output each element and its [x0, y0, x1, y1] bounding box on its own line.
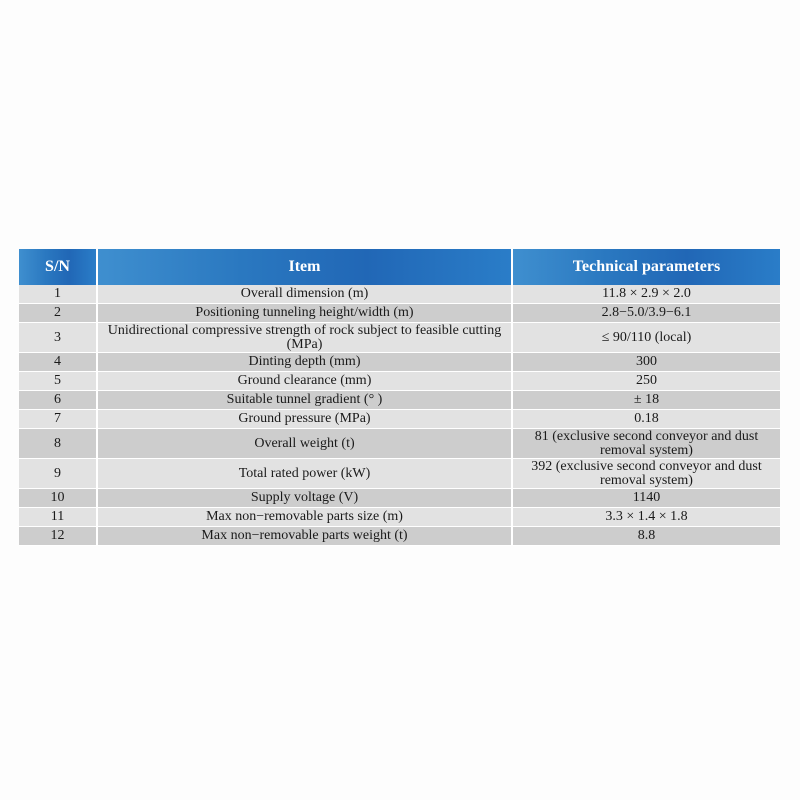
- cell-sn: 4: [19, 353, 97, 372]
- table-row: [19, 489, 780, 508]
- cell-sn: 2: [19, 304, 97, 323]
- cell-sn: 1: [19, 285, 97, 304]
- table-row: [19, 391, 780, 410]
- table-row: [19, 304, 780, 323]
- technical-parameters-table: [19, 249, 780, 546]
- cell-item: Unidirectional compressive strength of rock subject to feasible cutting (MPa): [97, 323, 512, 353]
- cell-sn: 5: [19, 372, 97, 391]
- cell-sn: 12: [19, 527, 97, 546]
- cell-sn: 11: [19, 508, 97, 527]
- cell-param: 300: [512, 353, 780, 372]
- cell-param: 8.8: [512, 527, 780, 546]
- cell-item: Total rated power (kW): [97, 459, 512, 489]
- cell-param: 0.18: [512, 410, 780, 429]
- cell-item: Positioning tunneling height/width (m): [97, 304, 512, 323]
- cell-item: Overall weight (t): [97, 429, 512, 459]
- cell-param: 392 (exclusive second conveyor and dust removal system): [512, 459, 780, 489]
- table-row: [19, 372, 780, 391]
- cell-param: ≤ 90/110 (local): [512, 323, 780, 353]
- cell-param: 2.8−5.0/3.9−6.1: [512, 304, 780, 323]
- cell-item: Ground clearance (mm): [97, 372, 512, 391]
- cell-param: 1140: [512, 489, 780, 508]
- table-row: [19, 527, 780, 546]
- table-row: [19, 323, 780, 353]
- cell-sn: 6: [19, 391, 97, 410]
- cell-param: ± 18: [512, 391, 780, 410]
- cell-item: Suitable tunnel gradient (° ): [97, 391, 512, 410]
- header-item: Item: [97, 249, 512, 285]
- table-row: [19, 353, 780, 372]
- cell-sn: 8: [19, 429, 97, 459]
- header-sn: S/N: [19, 249, 97, 285]
- cell-item: Dinting depth (mm): [97, 353, 512, 372]
- table-row: [19, 285, 780, 304]
- cell-param: 250: [512, 372, 780, 391]
- cell-param: 11.8 × 2.9 × 2.0: [512, 285, 780, 304]
- cell-item: Supply voltage (V): [97, 489, 512, 508]
- cell-item: Max non−removable parts size (m): [97, 508, 512, 527]
- cell-param: 3.3 × 1.4 × 1.8: [512, 508, 780, 527]
- table-header: [19, 249, 780, 285]
- cell-item: Overall dimension (m): [97, 285, 512, 304]
- cell-param: 81 (exclusive second conveyor and dust removal system): [512, 429, 780, 459]
- cell-sn: 7: [19, 410, 97, 429]
- cell-sn: 9: [19, 459, 97, 489]
- cell-sn: 10: [19, 489, 97, 508]
- table-row: [19, 429, 780, 459]
- table-row: [19, 410, 780, 429]
- table-body: [19, 285, 780, 546]
- header-technical-parameters: Technical parameters: [512, 249, 780, 285]
- cell-item: Max non−removable parts weight (t): [97, 527, 512, 546]
- cell-sn: 3: [19, 323, 97, 353]
- table-row: [19, 459, 780, 489]
- table-row: [19, 508, 780, 527]
- cell-item: Ground pressure (MPa): [97, 410, 512, 429]
- header-row: [19, 249, 780, 285]
